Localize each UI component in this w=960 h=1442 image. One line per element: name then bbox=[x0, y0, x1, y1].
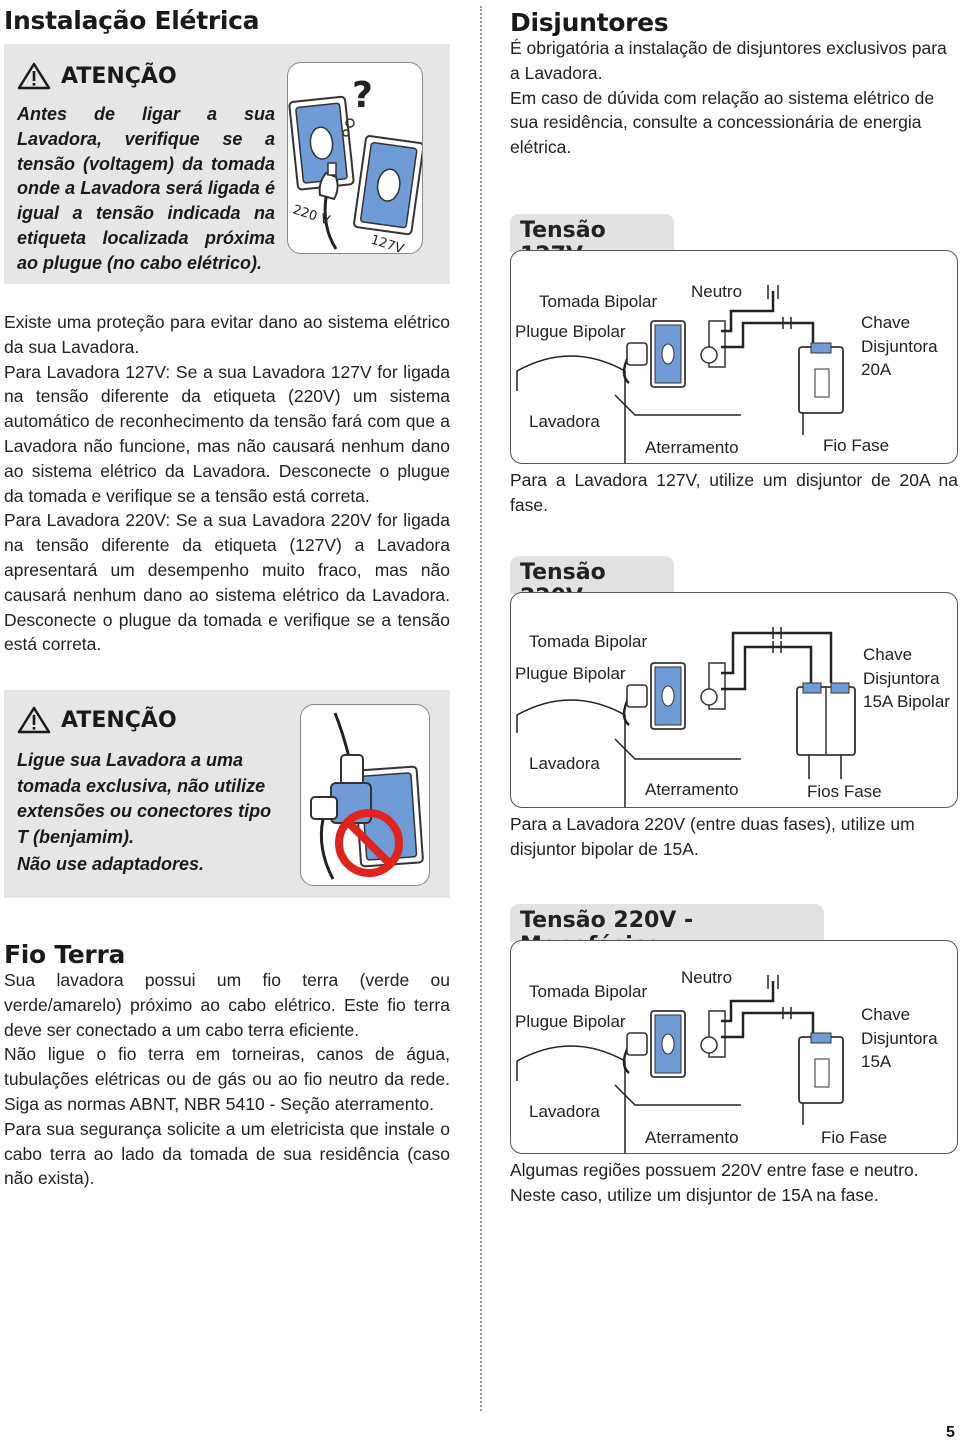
warning-triangle-icon bbox=[17, 706, 51, 734]
warning-heading-2: ATENÇÃO bbox=[17, 706, 177, 734]
label-fase: Fio Fase bbox=[823, 436, 890, 455]
svg-text:?: ? bbox=[352, 75, 373, 116]
label-aterramento: Aterramento bbox=[645, 1128, 739, 1147]
svg-text:127V: 127V bbox=[368, 232, 406, 253]
tab-tensao-127v: Tensão bbox=[510, 214, 674, 252]
label-chave: Chave Disjuntora 20A bbox=[861, 313, 938, 379]
protection-paragraph-220v: Para Lavadora 220V: Se a sua Lavadora 220V for ligada na tensão diferente da etiqueta (127V) a Lavadora apresentará um desempenho muito fraco, mas não causará nenhum dano ao sistema elétrico da Lavadora. Desconecte o plugue da tomada e verifique se a tensão está correta. bbox=[4, 510, 450, 655]
label-tomada: Tomada Bipolar bbox=[539, 292, 658, 311]
warning-line-adapters: Não use adaptadores. bbox=[17, 854, 205, 874]
column-divider bbox=[480, 6, 482, 1411]
disjuntores-paragraph: É obrigatória a instalação de disjuntores exclusivos para a Lavadora. bbox=[510, 38, 947, 83]
label-aterramento: Aterramento bbox=[645, 780, 739, 799]
warning-line-exclusive: Ligue sua Lavadora a uma tomada exclusiva, não utilize extensões ou conectores tipo T (benjamim). bbox=[17, 750, 272, 847]
label-chave: Chave Disjuntora 15A bbox=[861, 1005, 938, 1071]
diagram-caption-127v: Para a Lavadora 127V, utilize um disjuntor de 20A na fase. bbox=[510, 470, 958, 515]
label-chave: Chave Disjuntora 15A Bipolar bbox=[863, 645, 950, 711]
warning-box-voltage bbox=[4, 44, 450, 284]
label-neutro: Neutro bbox=[681, 968, 733, 987]
fio-terra-paragraph: Não ligue o fio terra em torneiras, canos de água, tubulações elétricas ou de gás ou ao fio neutro da rede. Siga as normas ABNT, NBR 5410 - Seção aterramento. bbox=[4, 1044, 450, 1114]
label-lavadora: Lavadora bbox=[529, 412, 600, 431]
label-plugue: Plugue Bipolar bbox=[515, 664, 626, 683]
voltage-check-illustration bbox=[287, 62, 423, 254]
diagram-caption-220v: Para a Lavadora 220V (entre duas fases), utilize um disjuntor bipolar de 15A. bbox=[510, 814, 915, 859]
page-title: Instalação Elétrica bbox=[4, 6, 260, 35]
label-tomada: Tomada Bipolar bbox=[529, 632, 648, 651]
prohibited-adapter-icon bbox=[301, 705, 429, 885]
tab-tensao-220v: Tensão bbox=[510, 556, 674, 594]
label-plugue: Plugue Bipolar bbox=[515, 1012, 626, 1031]
fio-terra-heading: Fio Terra bbox=[4, 940, 126, 969]
fio-terra-section bbox=[4, 968, 450, 1191]
disjuntores-section bbox=[510, 36, 956, 160]
wiring-diagram-220v bbox=[510, 592, 958, 808]
diagram-caption-220v-mono: Algumas regiões possuem 220V entre fase e neutro. Neste caso, utilize um disjuntor de 15A na fase. bbox=[510, 1160, 919, 1205]
wiring-diagram-220v-monofasico bbox=[510, 940, 958, 1154]
label-lavadora: Lavadora bbox=[529, 1102, 600, 1121]
label-plugue: Plugue Bipolar bbox=[515, 322, 626, 341]
wiring-diagram-127v bbox=[510, 250, 958, 464]
label-fase: Fios Fase bbox=[807, 782, 882, 801]
disjuntores-heading: Disjuntores bbox=[510, 8, 669, 37]
fio-terra-paragraph: Para sua segurança solicite a um eletricista que instale o cabo terra ao lado da tomada de sua residência (caso não exista). bbox=[4, 1118, 450, 1189]
warning-text: Antes de ligar a sua Lavadora, verifique se a tensão (voltagem) da tomada onde a Lavadora será ligada é igual a tensão indicada na etiqueta localizada próxima ao plugue (no cabo elétrico). bbox=[17, 104, 275, 273]
disjuntores-paragraph: Em caso de dúvida com relação ao sistema elétrico de sua residência, consulte a concessionária de energia elétrica. bbox=[510, 87, 935, 158]
no-extension-illustration bbox=[300, 704, 430, 886]
warning-triangle-icon bbox=[17, 62, 51, 90]
page-number: 5 bbox=[946, 1424, 955, 1441]
warning-box-outlet bbox=[4, 690, 450, 898]
label-lavadora: Lavadora bbox=[529, 754, 600, 773]
protection-paragraph-127v: Para Lavadora 127V: Se a sua Lavadora 127V for ligada na tensão diferente da etiqueta (220V) um sistema automático de reconhecimento da tensão fará com que a Lavadora não funcione, mas não causará nenhum dano ao sistema elétrico da Lavadora. Desconecte o plugue da tomada e verifique se a tensão está correta. bbox=[4, 361, 450, 506]
svg-text:220 V: 220 V bbox=[290, 202, 332, 229]
protection-section bbox=[4, 310, 450, 657]
label-neutro: Neutro bbox=[691, 282, 743, 301]
label-fase: Fio Fase bbox=[821, 1128, 888, 1147]
outlets-plug-icon bbox=[288, 63, 422, 253]
label-aterramento: Aterramento bbox=[645, 438, 739, 457]
fio-terra-paragraph: Sua lavadora possui um fio terra (verde ou verde/amarelo) próximo ao cabo elétrico. Este fio terra deve ser conectado a um cabo terra eficiente. bbox=[4, 970, 450, 1040]
warning-text-2 bbox=[17, 748, 287, 878]
warning-heading: ATENÇÃO bbox=[17, 62, 177, 90]
tab-tensao-220v-monofasico: Tensão 220V - bbox=[510, 904, 824, 942]
label-tomada: Tomada Bipolar bbox=[529, 982, 648, 1001]
protection-paragraph: Existe uma proteção para evitar dano ao sistema elétrico da sua Lavadora. bbox=[4, 312, 450, 357]
